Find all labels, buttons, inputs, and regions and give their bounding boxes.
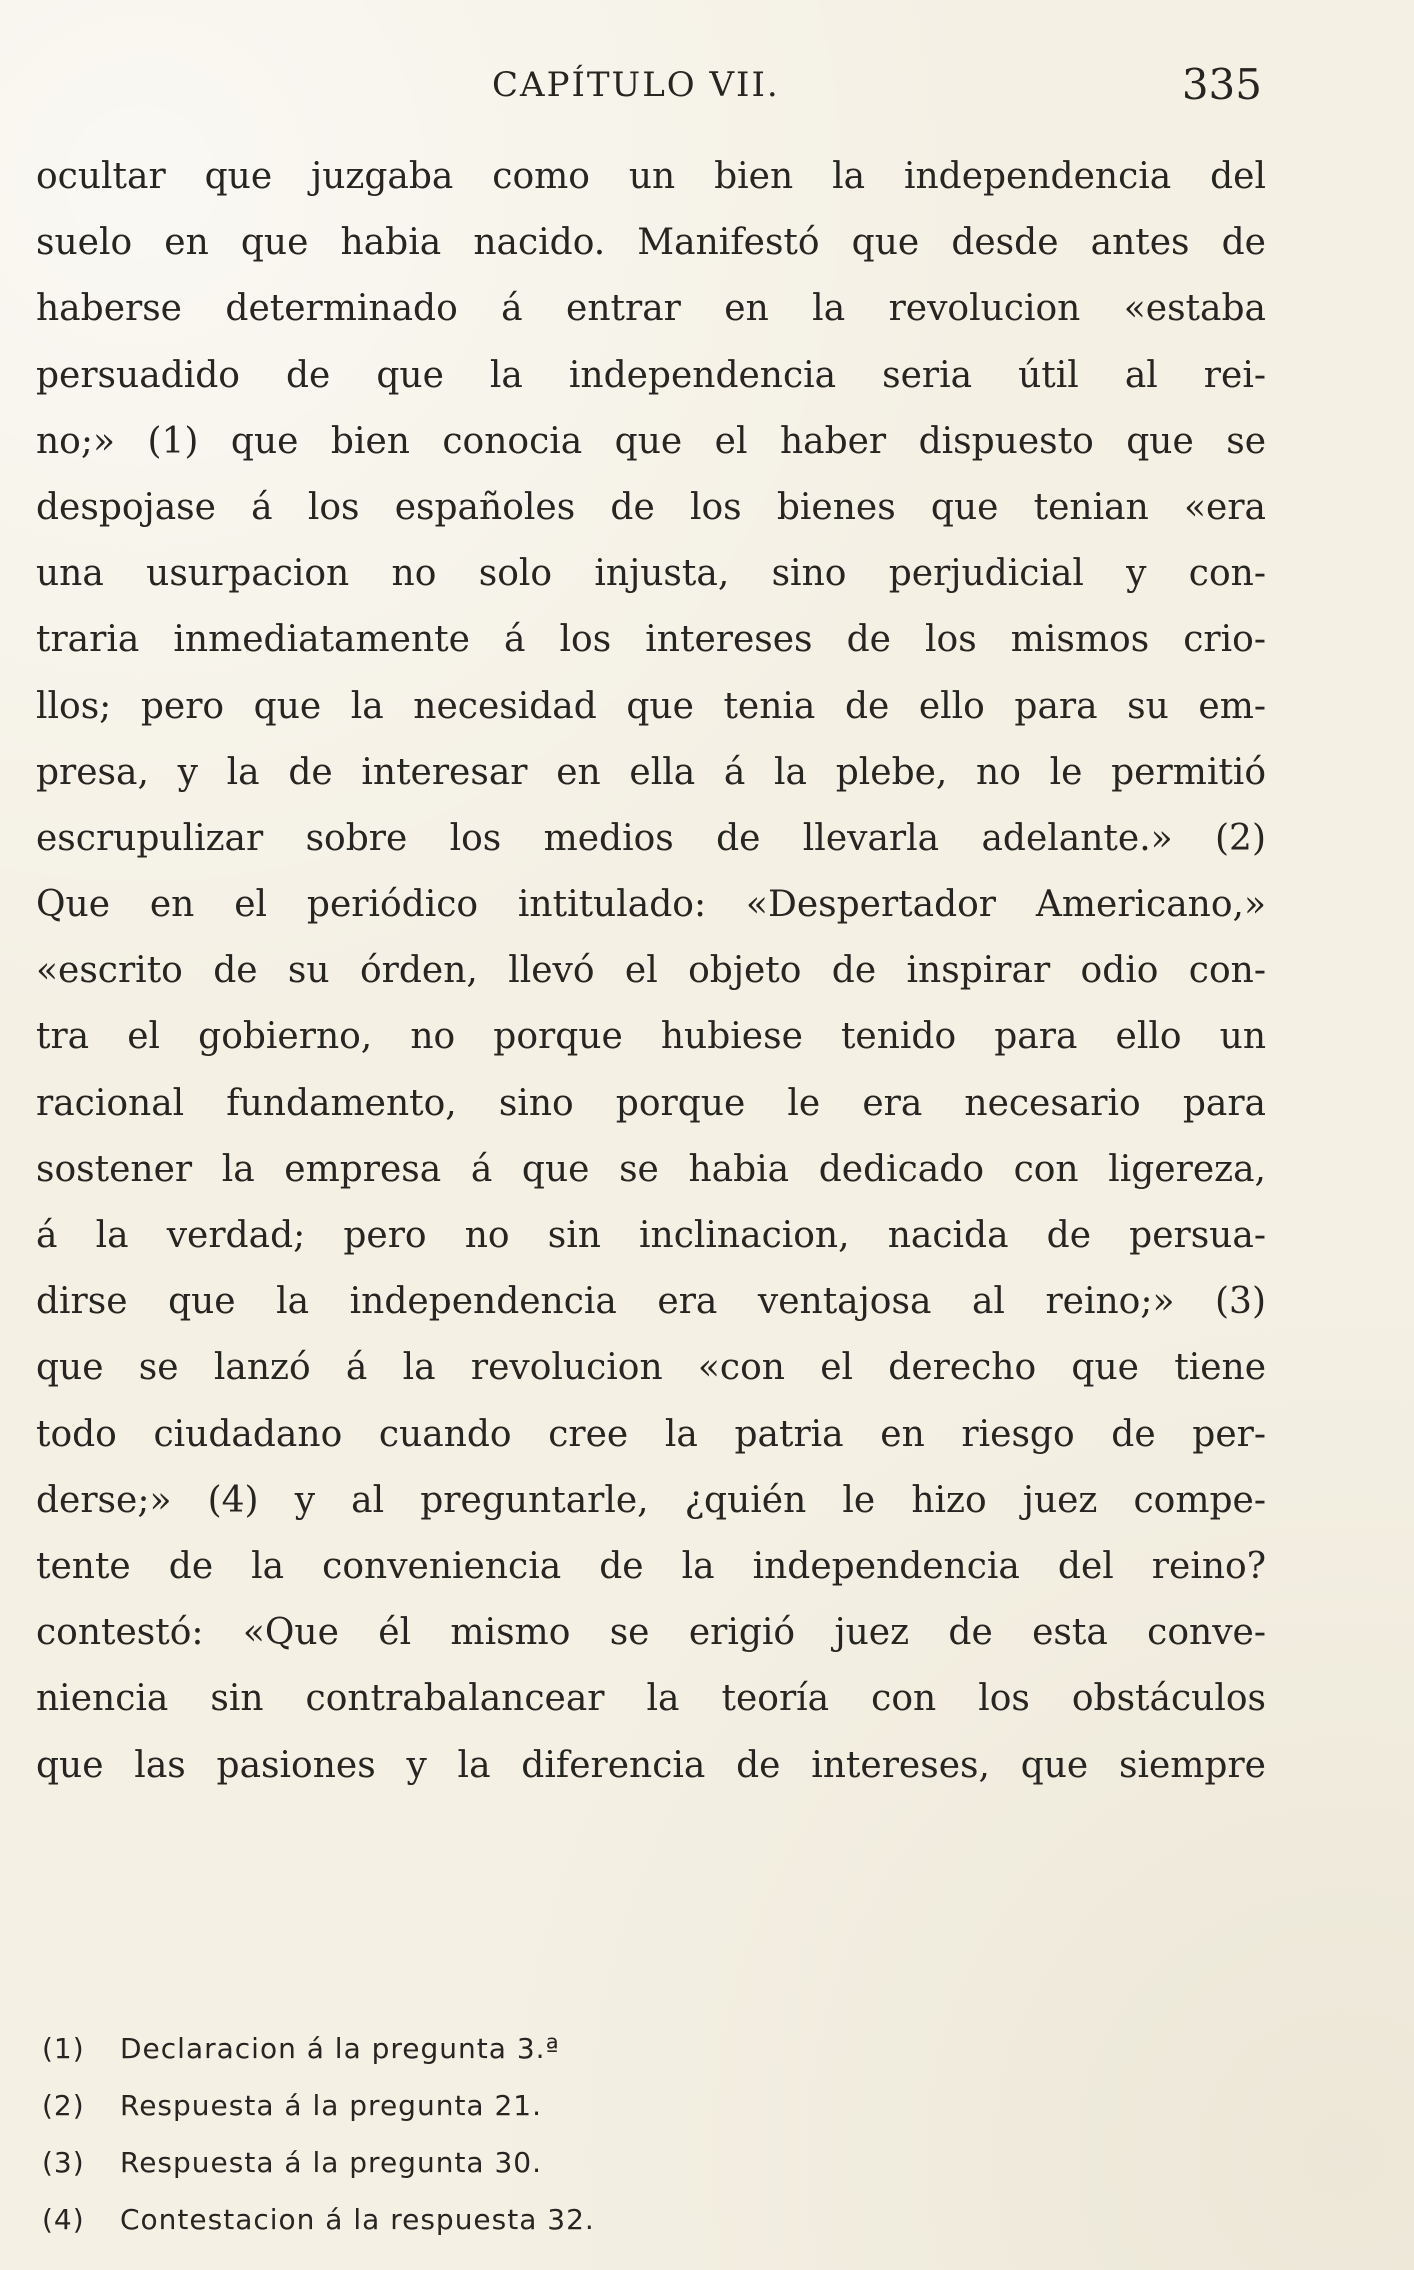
- text-line: sostener la empresa á que se habia dedicado con ligereza,: [36, 1148, 1266, 1190]
- text-line: que se lanzó á la revolucion «con el derecho que tiene: [36, 1347, 1266, 1389]
- running-head: CAPÍTULO VII.: [492, 65, 780, 105]
- body-text: [36, 144, 1266, 1799]
- text-line: Que en el periódico intitulado: «Despertador Americano,»: [36, 884, 1266, 926]
- text-line: una usurpacion no solo injusta, sino perjudicial y con-: [36, 553, 1266, 595]
- text-line: presa, y la de interesar en ella á la plebe, no le permitió: [36, 751, 1266, 793]
- text-line: persuadido de que la independencia seria útil al rei-: [36, 354, 1266, 396]
- footnote-marker: (4): [42, 2203, 85, 2236]
- text-line: no;» (1) que bien conocia que el haber dispuesto que se: [36, 420, 1266, 462]
- text-line: niencia sin contrabalancear la teoría con los obstáculos: [36, 1678, 1266, 1720]
- footnote-item: [42, 2020, 1042, 2077]
- footnote-marker: (1): [42, 2032, 85, 2065]
- text-line: racional fundamento, sino porque le era necesario para: [36, 1082, 1266, 1124]
- text-line: tra el gobierno, no porque hubiese tenido para ello un: [36, 1016, 1266, 1058]
- footnote-item: [42, 2134, 1042, 2191]
- footnote-item: [42, 2191, 1042, 2248]
- text-line: despojase á los españoles de los bienes que tenian «era: [36, 486, 1266, 528]
- footnote-marker: (3): [42, 2146, 85, 2179]
- text-line: tente de la conveniencia de la independencia del reino?: [36, 1545, 1266, 1587]
- text-line: que las pasiones y la diferencia de intereses, que siempre: [36, 1744, 1266, 1786]
- text-line: traria inmediatamente á los intereses de los mismos crio-: [36, 619, 1266, 661]
- text-line: ocultar que juzgaba como un bien la independencia del: [36, 156, 1266, 197]
- text-line: suelo en que habia nacido. Manifestó que desde antes de: [36, 222, 1266, 264]
- footnote-text: Respuesta á la pregunta 21.: [120, 2089, 543, 2122]
- footnote-marker: (2): [42, 2089, 85, 2122]
- page-header: [40, 52, 1262, 122]
- text-line: á la verdad; pero no sin inclinacion, nacida de persua-: [36, 1215, 1266, 1256]
- text-line: dirse que la independencia era ventajosa al reino;» (3): [36, 1281, 1266, 1323]
- text-line: «escrito de su órden, llevó el objeto de inspirar odio con-: [36, 950, 1266, 992]
- text-line: contestó: «Que él mismo se erigió juez de esta conve-: [36, 1612, 1266, 1654]
- footnote-item: [42, 2077, 1042, 2134]
- footnote-text: Declaracion á la pregunta 3.ª: [120, 2032, 560, 2065]
- text-line: todo ciudadano cuando cree la patria en riesgo de per-: [36, 1413, 1266, 1455]
- footnote-text: Respuesta á la pregunta 30.: [120, 2146, 543, 2179]
- footnote-text: Contestacion á la respuesta 32.: [120, 2203, 595, 2236]
- text-line: haberse determinado á entrar en la revolucion «estaba: [36, 288, 1266, 330]
- footnotes: [42, 2020, 1042, 2248]
- text-line: derse;» (4) y al preguntarle, ¿quién le hizo juez compe-: [36, 1479, 1266, 1521]
- text-line: escrupulizar sobre los medios de llevarla adelante.» (2): [36, 817, 1266, 859]
- page-number: 335: [1181, 60, 1262, 109]
- text-line: llos; pero que la necesidad que tenia de ello para su em-: [36, 685, 1266, 727]
